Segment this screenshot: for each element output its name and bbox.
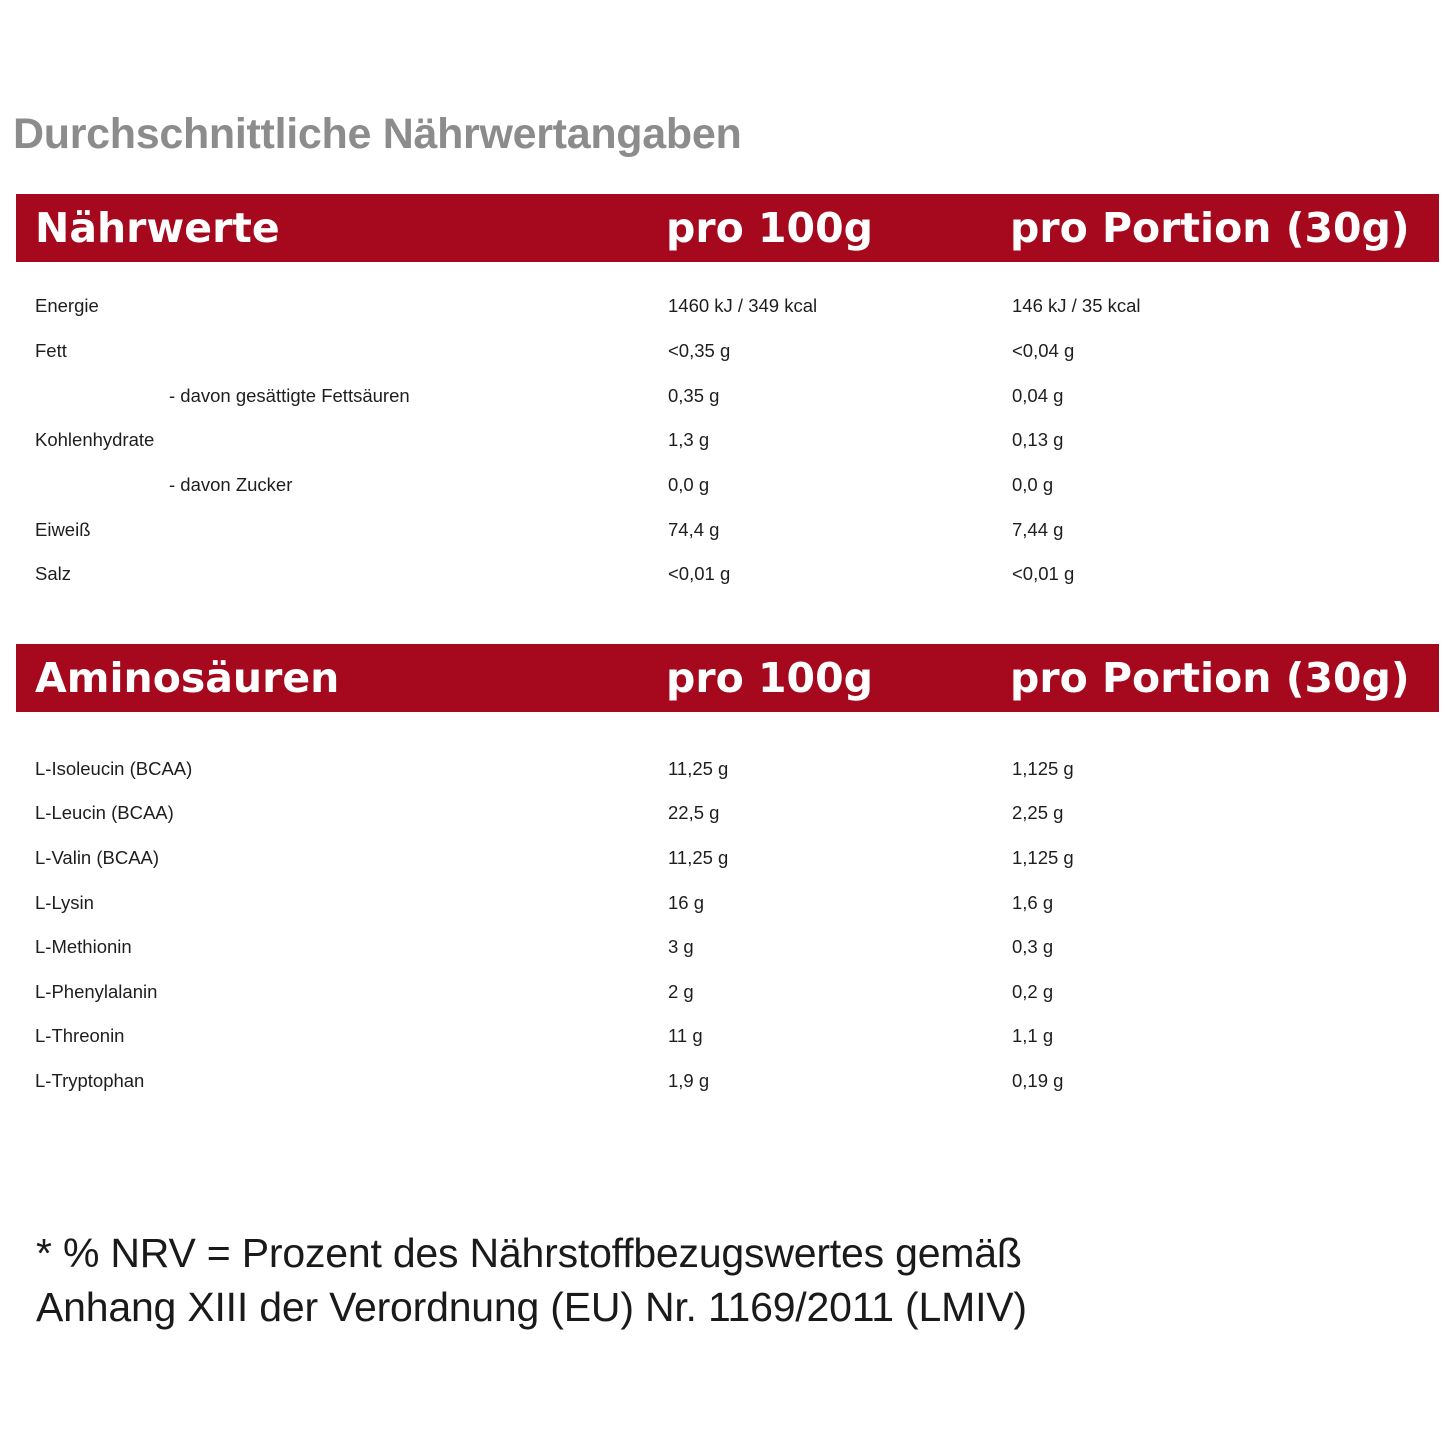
row-label: - davon Zucker (169, 474, 293, 495)
nutrition-row-kohlenhydrate (0, 425, 1445, 455)
amino-header-per100: pro 100g (666, 654, 873, 702)
row-per100: 22,5 g (668, 802, 720, 823)
footnote-line-2: Anhang XIII der Verordnung (EU) Nr. 1169/2011 (LMIV) (36, 1284, 1027, 1330)
page-title: Durchschnittliche Nährwertangaben (13, 110, 742, 158)
nutrition-header-per100: pro 100g (666, 204, 873, 252)
row-per-portion: 0,0 g (1012, 474, 1054, 495)
row-per-portion: 0,3 g (1012, 936, 1054, 957)
amino-header-per-portion: pro Portion (30g) (1010, 654, 1410, 702)
nutrition-row-energie (0, 291, 1445, 321)
row-per-portion: 1,125 g (1012, 758, 1074, 779)
row-label: - davon gesättigte Fettsäuren (169, 385, 410, 406)
row-per-portion: 0,19 g (1012, 1070, 1064, 1091)
row-per100: 3 g (668, 936, 694, 957)
row-per100: 2 g (668, 981, 694, 1002)
row-per100: 16 g (668, 892, 705, 913)
nutrition-row-salz (0, 559, 1445, 589)
row-per100: 1460 kJ / 349 kcal (668, 295, 818, 316)
amino-row-lysin (0, 888, 1445, 918)
row-per-portion: 1,1 g (1012, 1025, 1054, 1046)
row-label: L-Tryptophan (35, 1070, 145, 1091)
nutrition-row-gesaettigte-fettsaeuren (0, 381, 1445, 411)
row-per100: 1,3 g (668, 429, 710, 450)
amino-row-valin (0, 843, 1445, 873)
amino-header-label: Aminosäuren (35, 654, 340, 702)
row-label: Kohlenhydrate (35, 429, 155, 450)
row-label: Energie (35, 295, 99, 316)
amino-row-methionin (0, 932, 1445, 962)
row-label: Eiweiß (35, 519, 91, 540)
row-per-portion: <0,01 g (1012, 563, 1075, 584)
row-per100: <0,35 g (668, 340, 731, 361)
row-label: L-Phenylalanin (35, 981, 158, 1002)
row-per100: 74,4 g (668, 519, 720, 540)
row-per100: 0,35 g (668, 385, 720, 406)
amino-row-tryptophan (0, 1066, 1445, 1096)
amino-row-isoleucin (0, 754, 1445, 784)
row-per-portion: 1,6 g (1012, 892, 1054, 913)
row-label: L-Isoleucin (BCAA) (35, 758, 193, 779)
row-label: L-Methionin (35, 936, 132, 957)
row-label: Salz (35, 563, 71, 584)
row-per100: 0,0 g (668, 474, 710, 495)
row-per-portion: 0,2 g (1012, 981, 1054, 1002)
row-label: L-Lysin (35, 892, 94, 913)
nutrition-header-label: Nährwerte (35, 204, 280, 252)
nutrition-row-zucker (0, 470, 1445, 500)
row-per-portion: 0,04 g (1012, 385, 1064, 406)
nutrition-row-fett (0, 336, 1445, 366)
row-per100: 1,9 g (668, 1070, 710, 1091)
row-per-portion: 146 kJ / 35 kcal (1012, 295, 1141, 316)
row-per-portion: <0,04 g (1012, 340, 1075, 361)
amino-table-header (16, 644, 1439, 712)
row-per100: 11 g (668, 1025, 703, 1046)
row-per100: <0,01 g (668, 563, 731, 584)
amino-row-leucin (0, 798, 1445, 828)
nutrition-header-per-portion: pro Portion (30g) (1010, 204, 1410, 252)
row-per100: 11,25 g (668, 847, 729, 868)
amino-row-threonin (0, 1021, 1445, 1051)
row-label: L-Valin (BCAA) (35, 847, 160, 868)
row-per-portion: 7,44 g (1012, 519, 1064, 540)
nutrition-table-header (16, 194, 1439, 262)
row-per-portion: 2,25 g (1012, 802, 1064, 823)
row-label: Fett (35, 340, 67, 361)
row-per-portion: 0,13 g (1012, 429, 1064, 450)
footnote-line-1: * % NRV = Prozent des Nährstoffbezugswertes gemäß (36, 1230, 1022, 1276)
row-label: L-Threonin (35, 1025, 125, 1046)
amino-row-phenylalanin (0, 977, 1445, 1007)
row-per-portion: 1,125 g (1012, 847, 1074, 868)
nrv-footnote (36, 1226, 1027, 1334)
nutrition-row-eiweiss (0, 515, 1445, 545)
row-label: L-Leucin (BCAA) (35, 802, 174, 823)
row-per100: 11,25 g (668, 758, 729, 779)
